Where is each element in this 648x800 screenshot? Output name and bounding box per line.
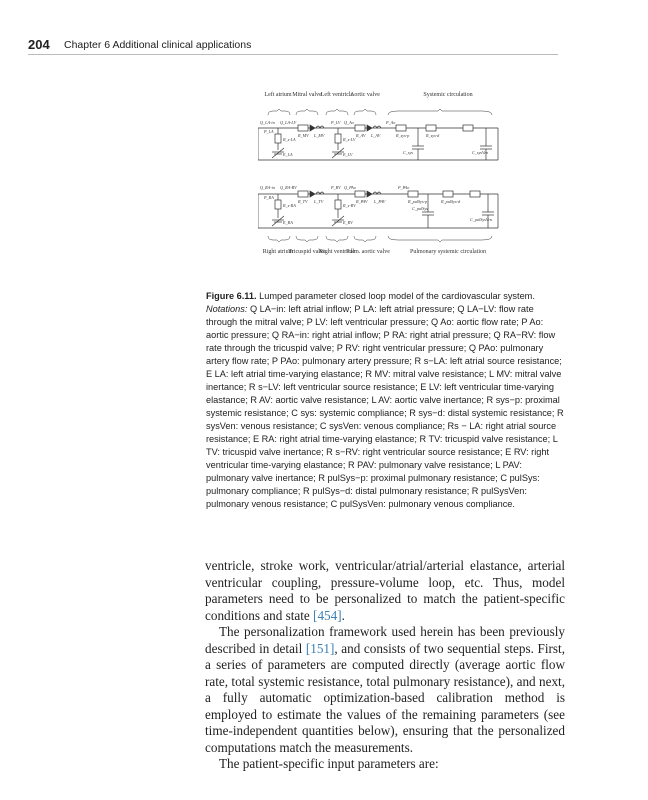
label-systemic-circulation: Systemic circulation bbox=[423, 92, 473, 98]
node-e-rv: E_RV bbox=[343, 220, 353, 225]
node-l-mv: L_MV bbox=[314, 133, 325, 138]
node-l-av: L_AV bbox=[371, 133, 381, 138]
node-p-la: P_LA bbox=[264, 129, 274, 134]
node-r-tv: R_TV bbox=[298, 199, 308, 204]
node-l-pav: L_PAV bbox=[374, 199, 386, 204]
node-q-ra-rv: Q_RA-RV bbox=[280, 185, 297, 190]
node-r-av: R_AV bbox=[356, 133, 366, 138]
node-p-ra: P_RA bbox=[264, 195, 274, 200]
notations-text: Q LA−in: left atrial inflow; P LA: left atrial pressure; Q LA−LV: flow rate through the mitral valve; P LV: left ventricular pressure; Q Ao: aortic flow rate; P Ao: aortic pressure; Q RA−in: right atrial inflow; P RA: right atrial pressure; Q RA−RV: flow rate through the tricuspid valve; P RV: right ventricular pressure; Q PAo: pulmonary artery flow rate; P PAo: pulmonary artery pressure; R s−LA: left atrial source resistance; E LA: left atrial time-varying elastance; R MV: mitral valve resistance; L MV: mitral valve inertance; R s−LV: left ventricular source resistance; E LV: left ventricular time-varying elastance; R AV: aortic valve resistance; L AV: aortic valve inertance; R sys−p: proximal systemic resistance; C sys: systemic compliance; R sys−d: distal systemic resistance; R sysVen: venous resistance; C sysVen: venous compliance; Rs − LA: right atrial source resistance; E RA: right atrial time-varying elastance; R TV: tricuspid valve resistance; L TV: tricuspid valve inertance; R s−RV: right ventricular source resistance; E RV: right ventricular time-varying elastance; R PAV: pulmonary valve resistance; L PAV: pulmonary valve inertance; R pulSys−p: proximal pulmonary resistance; C pulSys: pulmonary compliance; R pulSys−d: distal pulmonary resistance; R pulSysVen: pulmonary venous resistance; C pulSysVen: pulmonary venous compliance. bbox=[206, 304, 564, 509]
node-l-tv: L_TV bbox=[314, 199, 324, 204]
node-p-ao: P_Ao bbox=[386, 120, 396, 125]
page-number: 204 bbox=[28, 37, 50, 52]
node-e-la: E_LA bbox=[283, 152, 293, 157]
node-r-pulsys-d: R_pulSys-d bbox=[441, 199, 461, 204]
node-q-la-in: Q_LA-in bbox=[260, 120, 275, 125]
label-left-ventricle: Left ventricle bbox=[320, 92, 354, 98]
label-left-atrium: Left atrium bbox=[264, 92, 292, 98]
label-aortic-valve: Aortic valve bbox=[350, 92, 380, 98]
label-tricuspid-valve: Tricuspid valve bbox=[288, 249, 326, 255]
node-q-pao: Q_PAo bbox=[344, 185, 356, 190]
paragraph-2-text-b: , and consists of two sequential steps. First, a series of parameters are computed directly (average aortic flow rate, total systemic resistance, total pulmonary resistance), and next, a fully automatic optimization-based calibration method is employed to estimate the values of the remaining parameters (see time-independent quantities below), ensuring that the personalized computations match the measurements. bbox=[205, 640, 566, 755]
figure-caption bbox=[206, 290, 566, 511]
node-q-ao: Q_Ao bbox=[344, 120, 354, 125]
node-q-ra-in: Q_RA-in bbox=[260, 185, 275, 190]
node-r-sys-p: R_sys-p bbox=[396, 133, 410, 138]
node-c-pulsys: C_pulSys bbox=[412, 206, 428, 211]
paragraph-3: The patient-specific input parameters are: bbox=[219, 756, 439, 771]
paragraph-1-end: . bbox=[341, 607, 345, 623]
node-r-s-rv: R_s-RV bbox=[343, 203, 356, 208]
citation-151[interactable]: [151] bbox=[305, 640, 335, 656]
node-p-rv: P_RV bbox=[331, 185, 341, 190]
node-e-lv: E_LV bbox=[343, 152, 353, 157]
label-pulmonary-systemic-circulation: Pulmonary systemic circulation bbox=[410, 249, 486, 255]
node-e-ra: E_RA bbox=[283, 220, 293, 225]
node-q-la-lv: Q_LA-LV bbox=[280, 120, 297, 125]
paragraph-2 bbox=[205, 624, 565, 756]
paragraph-1 bbox=[205, 558, 565, 624]
caption-title: Lumped parameter closed loop model of the cardiovascular system. bbox=[259, 291, 535, 301]
notations-label: Notations: bbox=[206, 304, 248, 314]
label-right-atrium: Right atrium bbox=[262, 249, 294, 255]
body-text bbox=[205, 558, 565, 773]
node-p-pao: P_PAo bbox=[398, 185, 410, 190]
paragraph-1-text: ventricle, stroke work, ventricular/atrial/arterial elastance, arterial ventricular coupling, pressure-volume loop, etc. Thus, model parameters need to be personalized to match the patient-specific conditions and state bbox=[205, 558, 565, 623]
node-r-pulsys-p: R_pulSys-p bbox=[408, 199, 428, 204]
node-r-sys-d: R_sys-d bbox=[426, 133, 440, 138]
chapter-title: Chapter 6 Additional clinical applications bbox=[64, 39, 252, 51]
running-header bbox=[28, 37, 618, 55]
node-c-sysven: C_sysVen bbox=[472, 150, 489, 155]
node-p-lv: P_LV bbox=[331, 120, 341, 125]
citation-454[interactable]: [454] bbox=[313, 607, 342, 623]
node-r-pav: R_PAV bbox=[356, 199, 368, 204]
node-r-s-la: R_s-LA bbox=[283, 137, 296, 142]
node-r-s-ra: R_s-RA bbox=[283, 203, 296, 208]
circuit-figure bbox=[258, 88, 508, 278]
label-pulm-aortic-valve: Pulm. aortic valve bbox=[346, 249, 390, 255]
paragraph-2-text-a: The personalization framework used herein has been previously described in detail bbox=[205, 624, 565, 656]
header-rule bbox=[28, 54, 558, 55]
node-c-sys: C_sys bbox=[403, 150, 414, 155]
label-right-ventricle: Right ventricle bbox=[319, 249, 355, 255]
node-r-mv: R_MV bbox=[298, 133, 309, 138]
node-r-s-lv: R_s-LV bbox=[343, 137, 356, 142]
label-mitral-valve: Mitral valve bbox=[292, 92, 322, 98]
node-c-pulsysven: C_pulSysVen bbox=[470, 217, 492, 222]
caption-label: Figure 6.11. bbox=[206, 291, 257, 301]
